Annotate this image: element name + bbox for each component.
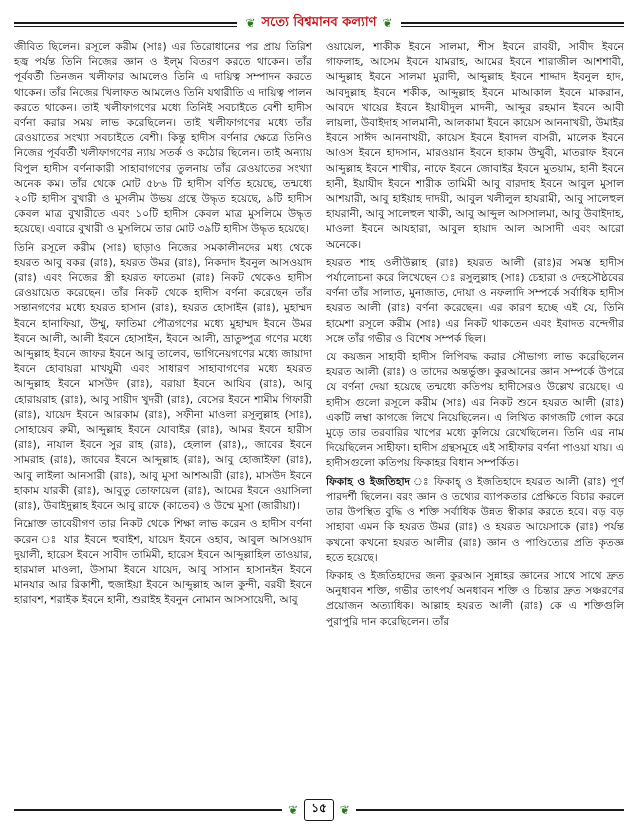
paragraph: ফিকাহ ও ইজতিহাদের জন্য কুরআন সুন্নাহর জ্ঞানের সাথে সাথে দ্রুত অনুধাবন শক্তি, গভীর তাৎপর্য অনধাবন শক্তি ও চিন্তার দ্রুত সঞ্চরণের প্রয়োজন অত্যাধিক। আল্লাহ হযরত আলী (রাঃ) কে এ শক্তিগুলি পুরাপুরি দান করেছিলেন। তাঁর xyxy=(326,569,624,628)
page-footer xyxy=(14,798,624,822)
floral-ornament-icon: ❦ xyxy=(382,16,393,30)
paragraph: ওয়ায়েল, শাকীক ইবনে সালমা, শীস ইবনে রাবয়ী, সাবীদ ইবনে গাফলাহ, আসেম ইবনে যামরাহ, আমের ইবনে শারাজীল আশশাবী, আব্দুল্লাহ ইবনে সালমা মুরাদী, আব্দুল্লাহ ইবনে শাদ্দাদ ইবনুল হাদ, আবদুল্লাহ ইবনে শকীক, আব্দুল্লাহ ইবনে মাআকাল ইবনে মাকরান, আবদে খায়ের ইবনে ইয়াযীদুল মাদনী, আব্দুর রহমান ইবনে আবী লায়লা, উবাইদাহ সালমানী, আলকামা ইবনে কায়েস আননাখয়ী, উমাইর ইবনে সাঈদ আননাখয়ী, কায়েস ইবনে ইবাদল বাসরী, মালেক ইবনে আওস ইবনে হাদসান, মারওয়ান ইবনে হাকাম উম্মুবী, মাতরাফ ইবনে আব্দুল্লাহ ইবনে শাখীর, নাফে ইবনে জোবাইর ইবনে মুতয়াম, হানী ইবনে হানী, ইয়াযীদ ইবনে শারীক তামিমী আবু বারদাহ ইবনে আবুল মুসাল আশয়ারী, আবু হাইয়াহ দাদয়ী, আবুল খলীলুল হাযরামী, আবু সালেহুল হাযরানী, আবু সালেহুল খাকী, আবু আব্দুল আসসালমা, আবু উবাইদাহ, মাওলা ইবনে আযহারা, আবুল হায়াদ আল আসাদী এবং আরো অনেকে। xyxy=(326,41,624,251)
header-title-banner xyxy=(237,13,400,34)
right-column xyxy=(326,40,624,780)
floral-ornament-icon: ❦ xyxy=(339,803,350,817)
left-column xyxy=(14,40,312,780)
floral-ornament-icon: ❦ xyxy=(245,16,256,30)
header-title: সত্যে বিশ্বমানব কল্যাণ xyxy=(261,14,377,30)
paragraph: হযরত শাহ ওলীউল্লাহ (রাঃ) হযরত আলী (রাঃ)র সমস্ত হাদীস পর্যালোচনা করে লিখেছেন ঃ রসুলুল্লাহ (সাঃ) চেহারা ও দেহসৌষ্ঠবের বর্ণনা তাঁর সালাত, মুনাজাত, দোয়া ও নফলাদি সম্পর্কে সর্বাধিক হাদীস হযরত আলী (রাঃ) বর্ণনা করেছেন। এর কারণ হচ্ছে এই যে, তিনি হামেশা রসূলে করীম (সাঃ) এর নিকট থাকতেন এবং ইবাদত বন্দেগীর সঙ্গে তাঁর গভীর ও বিশেষ সম্পর্ক ছিল। xyxy=(326,256,624,345)
paragraph: যে কয়জন সাহাবী হাদীস লিপিবদ্ধ করার সৌভাগ্য লাভ করেছিলেন হযরত আলী (রাঃ) ও তাদের অন্তর্ভুক্ত। কুরআনের জ্ঞান সম্পর্কে উপরে যে বর্ণনা দেয়া হয়েছে তন্মধ্যে কতিপয় হাদীসেরও উল্লেখ রয়েছে। এ হাদীস গুলো রসূলে করীম (সাঃ) এর নিকট শুনে হযরত আলী (রাঃ) একটি লম্বা কাগজে লিখে নিয়েছিলেন। এ লিখিত কাগজটি গোল করে মুড়ে তার তরবারির খাপের মধ্যে কুলিয়ে রেখেছিলেন। তিনি এর নাম দিয়েছিলেন সাহীফা। হাদীস গ্রন্থসমূহে এই সাহীফার বর্ণনা পাওয়া যায়। এ হাদীসগুলো কতিপয় ফিকাহর বিধান সম্পর্কিত। xyxy=(326,351,624,470)
page-number: ১৫ xyxy=(304,799,334,821)
paragraph-fiqh xyxy=(326,475,624,566)
page-header xyxy=(14,12,624,34)
floral-ornament-icon: ❦ xyxy=(288,803,299,817)
paragraph: তিনি রসূলে করীম (সাঃ) ছাড়াও নিজের সমকালীনদের মধ্য থেকে হযরত আবু বকর (রাঃ), হযরত উমর (রাঃ), নিকদাদ ইবনুল আসওয়াদ (রাঃ) এবং নিজের স্ত্রী হযরত ফাতেমা (রাঃ) নিকট থেকেও হাদীস রেওয়ায়েত করেছেন। তাঁর নিকট থেকে হাদীস বর্ণনা করেছেন তাঁর সন্তানগণের মধ্যে হযরত হাসান (রাঃ), হযরত হোসাইন (রাঃ), মুহাম্মদ ইবনে হানাফিয়া, উম্মু, ফাতিমা পৌত্রগণের মধ্যে মুহাম্মদ ইবনে উমর ইবনে আলী, আলী ইবনে হোসাইন, ইবনে আলী, ভ্রাতুষ্পুত্র গণের মধ্যে আব্দুল্লাহ ইবনে জাফর ইবনে আবু তালেব, ভাগিনেয়গণের মধ্যে জায়াদা ইবনে হোবায়রা মাখযুমী এবং সাধারণ সাহাবাগণের মধ্যে হযরত আব্দুল্লাহ ইবনে মাসউদ (রাঃ), বরায়া ইবনে আযিব (রাঃ), আবু হোরায়রাহ (রাঃ), আবু সায়ীদ খুদরী (রাঃ), বেসের ইবনে শামীম গিফারী (রাঃ), যায়েদ ইবনে আরকাম (রাঃ), সফীনা মাওলা রসূলুল্লাহ (সাঃ), সোহায়েব রুমী, আব্দুল্লাহ ইবনে যোবাইর (রাঃ), আমর ইবনে হারীস (রাঃ), নাযাল ইবনে সুর রাহ (রাঃ), হেলাল (রাঃ),, জাবের ইবনে সামরাহ (রাঃ), জাবের ইবনে আব্দুল্লাহ (রাঃ), আবু হোজাইফা (রাঃ), আবু লাইলা আনসারী (রাঃ), আবু মুসা আশআরী (রাঃ), মাসউদ ইবনে হাকাম যারকী (রাঃ), আবুতু তোফায়েল (রাঃ), আমের ইবনে ওয়াসিলা (রাঃ), উবাইদুল্লাহ ইবনে আবু রাফে (কাতেব) ও উম্মে মুসা (জারীয়া)। xyxy=(14,241,312,513)
fiqh-heading: ফিকাহ ও ইজতিহাদ xyxy=(326,475,411,488)
paragraph: জীবিত ছিলেন। রসূলে করীম (সাঃ) এর তিরোধানের পর প্রায় তিরিশ হজ্ব পর্যন্ত তিনি নিজের জ্ঞান ও ইল্‌ম বিতরণ করতে থাকেন। তাঁর পূর্ববর্তী তিনজন খলীফার আমলেও তিনি এ দায়িত্ব সম্পাদন করতে থাকেন। তাঁর নিজের খিলাফত আমলেও তিনি যথারীতি এ দায়িত্ব পালন করতে থাকেন। তাই খলীফাগণের মধ্যে তিনিই সবচাইতে বেশী হাদীস বর্ণনা করার সময় লাভ করেছিলেন। তাই খলীফাগণের মধ্যে তাঁর রেওয়াতের সংখ্যা সবচাইতে বেশী। কিন্তু হাদীস বর্ণনার ক্ষেত্রে তিনিও নিজের পূর্ববর্তী খলীফাগণের ন্যায় সতর্ক ও কঠোর ছিলেন। তাই অন্যায় বিপুল হাদীস বর্ণনাকারী সাহাবাগণের তুলনায় তাঁর রেওয়াতের সংখ্যা অনেক কম। তাঁর থেকে মোট ৫৮৬ টি হাদীস বর্ণিত হয়েছে, তন্মধ্যে ২০টি হাদীস বুখারী ও মুসলীম উভয় গ্রন্থে উদ্ধৃত হয়েছে, ৯টি হাদীস কেবল মাত্র বুখারীতে এবং ১০টি হাদীস কেবল মাত্র মুসলিমে উদ্ধৃত হয়েছে। এবারে বুখারী ও মুসলিমে তার মোট ৩৯টি হাদীস উদ্ধৃত হয়েছে। xyxy=(14,41,312,236)
page-number-banner xyxy=(282,799,356,821)
article-body xyxy=(14,40,624,780)
paragraph: নিম্নোক্ত তাবেয়ীগণ তার নিকট থেকে শিক্ষা লাভ করেন ও হাদীস বর্ণনা করেন ঃ যার ইবনে হুবাইশ, যায়েদ ইবনে ওহাব, আবুল আসওয়াদ দুয়ালী, হারেস ইবনে সাবীদ তামিমী, হারেস ইবনে আব্দুল্লাহিল তাওয়ার, হারমাল মাওলা, উসামা ইবনে যায়েদ, আবু সাসান হাসানইন ইবনে মানযার আর রিকাশী, হুজাইয়া ইবনে আব্দুল্লাহ আল কুন্দী, বরযী ইবনে হারাবশ, শরাইক ইবনে হানী, শুরাইহ ইবনুন নোমান আসসায়েদী, আবু xyxy=(14,518,312,607)
fiqh-body: ঃ ফিকাহ্‌ ও ইজতিহাদে হযরত আলী (রাঃ) পূর্ণ পারদর্শী ছিলেন। বরং জ্ঞান ও তথ্যের ব্যাপকতার প্রেক্ষিতে বিচার করলে তার উপস্থিত বুদ্ধি ও শক্তি সর্বাধিক উন্নত স্বীকার করতে হবে। বড় বড় সাহাবা এমন কি হযরত উমর (রাঃ) ও হযরত আয়েসাকে (রাঃ) পর্যন্ত কখনো কখনো হযরত আলীর (রাঃ) জ্ঞান ও পাণ্ডিত্যের প্রতি কৃতজ্ঞ হতে হয়েছে। xyxy=(326,475,624,564)
